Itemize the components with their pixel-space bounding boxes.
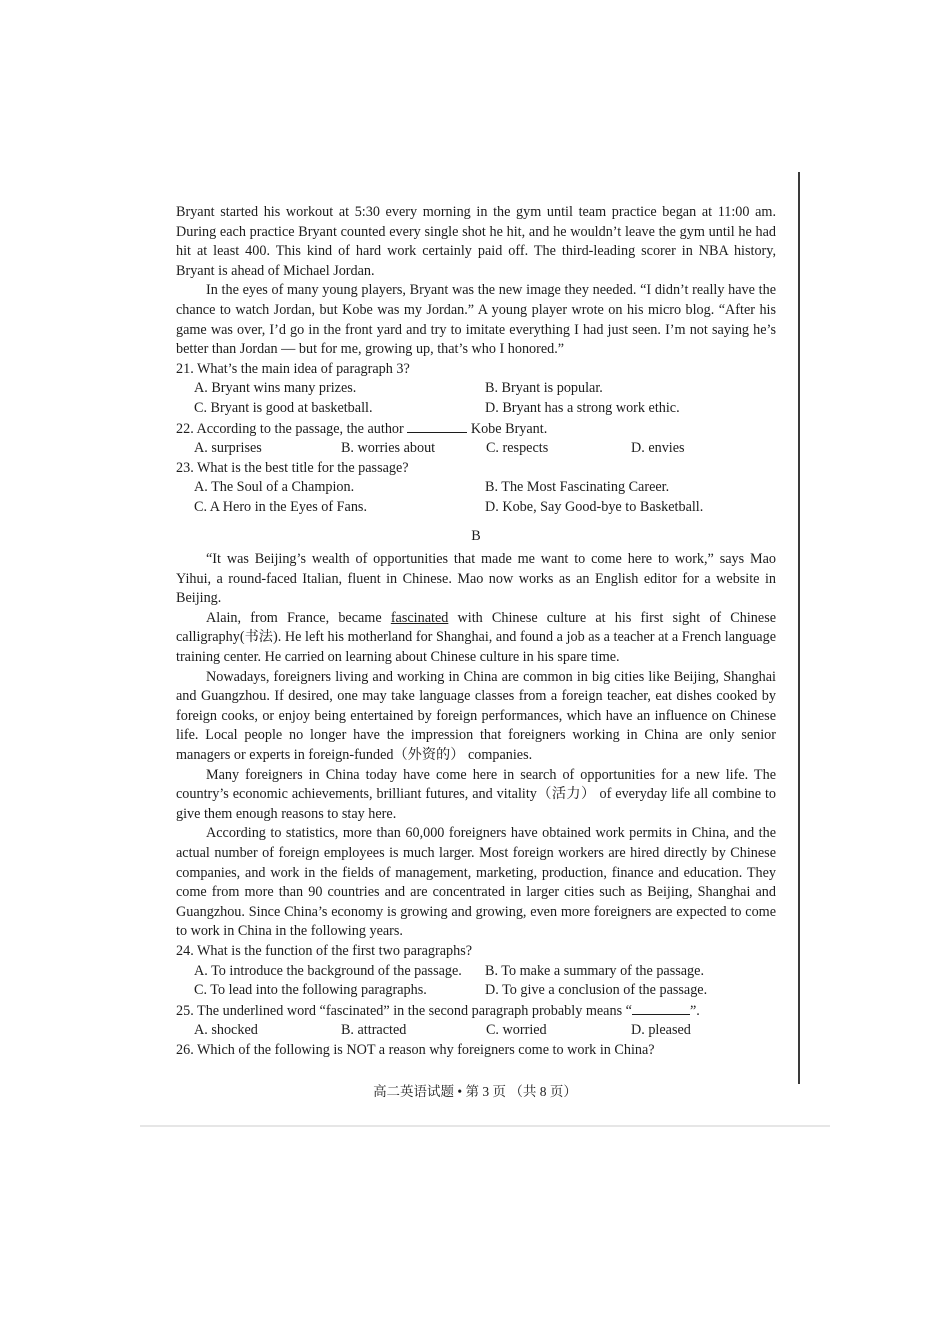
passage-b-paragraph-3: Nowadays, foreigners living and working in China are common in big cities like Beijing, Shanghai and Guangzhou. If desired, one may take language classes from a foreign teacher, eat dishes cooked by foreign cooks, or enjoy being entertained by foreign performances, which have an influence on Chinese life. Local people no longer have the impression that foreigners working in China are only senior managers or experts in foreign-funded（外资的） companies. bbox=[176, 668, 776, 764]
page-footer: 高二英语试题 • 第 3 页 （共 8 页） bbox=[373, 1084, 577, 1099]
underlined-word: fascinated bbox=[390, 609, 449, 626]
option-a: A. The Soul of a Champion. bbox=[194, 479, 355, 496]
question-22-options bbox=[176, 439, 776, 459]
passage-b-paragraph-2: Alain, from France, became fascinated with Chinese culture at his first sight of Chinese calligraphy(书法). He left his motherland for Shanghai, and found a job as a teacher at a French language training center. He carried on learning about Chinese culture in his spare time. bbox=[176, 609, 777, 666]
answer-blank bbox=[632, 1001, 690, 1015]
question-23-stem: 23. What is the best title for the passage? bbox=[176, 459, 409, 476]
margin-rule bbox=[798, 172, 800, 1084]
passage-a-paragraph-4: In the eyes of many young players, Bryant was the new image they needed. “I didn’t really have the chance to watch Jordan, but Kobe was my Jordan.” A young player wrote on his micro blog. “After his game was over, I’d go in the front yard and try to imitate everything I had just seen. I’m not saying he’s better than Jordan — but for me, growing up, that’s who I honored.” bbox=[176, 282, 776, 358]
section-heading: B bbox=[471, 527, 481, 544]
question-23 bbox=[176, 459, 776, 518]
passage-b-paragraph-1: “It was Beijing’s wealth of opportunities that made me want to come here to work,” says Mao Yihui, a round-faced Italian, fluent in Chinese. Mao now works as an English editor for a website in Beijing. bbox=[176, 551, 776, 607]
question-23-options-row-1 bbox=[176, 478, 776, 498]
question-23-options-row-2 bbox=[176, 498, 776, 518]
option-b: B. To make a summary of the passage. bbox=[485, 962, 704, 979]
option-b: B. attracted bbox=[340, 1022, 407, 1039]
option-d: D. Bryant has a strong work ethic. bbox=[485, 399, 680, 416]
option-c: C. respects bbox=[485, 440, 549, 457]
option-a: A. surprises bbox=[194, 440, 262, 457]
option-c: C. A Hero in the Eyes of Fans. bbox=[194, 498, 367, 515]
question-25-stem: 25. The underlined word “fascinated” in the second paragraph probably means “ ”. bbox=[176, 1002, 700, 1019]
passage-b-paragraph-4: Many foreigners in China today have come here in search of opportunities for a new life. The country’s economic achievements, brilliant futures, and vitality（活力） of everyday life all combine to give them enough reasons to stay here. bbox=[176, 766, 776, 822]
option-d: D. To give a conclusion of the passage. bbox=[485, 982, 708, 999]
question-24-stem: 24. What is the function of the first two paragraphs? bbox=[176, 942, 473, 959]
question-26-stem: 26. Which of the following is NOT a reason why foreigners come to work in China? bbox=[176, 1041, 655, 1058]
passage-b-paragraph-5: According to statistics, more than 60,000 foreigners have obtained work permits in China, and the actual number of foreign employees is much larger. Most foreign workers are hired directly by Chinese companies, and work in the fields of management, marketing, production, finance and education. They come from more than 90 countries and are concentrated in larger cities such as Beijing, Shanghai and Guangzhou. Since China’s economy is growing and growing, even more foreigners are expected to come to work in China in the following years. bbox=[176, 825, 776, 940]
question-25 bbox=[176, 1001, 776, 1041]
option-a: A. To introduce the background of the passage. bbox=[194, 962, 462, 979]
question-24-options-row-2 bbox=[176, 981, 776, 1001]
option-d: D. Kobe, Say Good-bye to Basketball. bbox=[485, 498, 704, 515]
scan-edge-shadow bbox=[140, 1125, 830, 1127]
option-b: B. Bryant is popular. bbox=[485, 380, 603, 397]
option-a: A. Bryant wins many prizes. bbox=[194, 380, 357, 397]
option-a: A. shocked bbox=[194, 1022, 258, 1039]
question-22-stem: 22. According to the passage, the author Kobe Bryant. bbox=[176, 420, 548, 437]
option-b: B. worries about bbox=[340, 440, 436, 457]
passage-a-paragraph-3: Bryant started his workout at 5:30 every morning in the gym until team practice began at 11:00 am. During each practice Bryant counted every single shot he hit, and he wouldn’t leave the gym until he had hit at least 400. This kind of hard work certainly paid off. The third-leading scorer in NBA history, Bryant is ahead of Michael Jordan. bbox=[176, 204, 776, 279]
answer-blank bbox=[407, 419, 467, 433]
question-25-options bbox=[176, 1021, 776, 1041]
question-24-options-row-1 bbox=[176, 962, 776, 982]
option-c: C. Bryant is good at basketball. bbox=[194, 399, 373, 416]
option-c: C. worried bbox=[485, 1022, 547, 1039]
question-21-options-row-2 bbox=[176, 399, 776, 419]
question-21-options-row-1 bbox=[176, 379, 776, 399]
option-c: C. To lead into the following paragraphs. bbox=[194, 982, 427, 999]
question-26 bbox=[176, 1041, 776, 1061]
question-21 bbox=[176, 360, 776, 419]
question-21-stem: 21. What’s the main idea of paragraph 3? bbox=[176, 360, 410, 377]
option-d: D. envies bbox=[630, 440, 685, 457]
option-d: D. pleased bbox=[630, 1022, 691, 1039]
question-22 bbox=[176, 419, 776, 459]
question-24 bbox=[176, 942, 776, 1001]
option-b: B. The Most Fascinating Career. bbox=[485, 479, 670, 496]
page-content bbox=[176, 203, 776, 1061]
